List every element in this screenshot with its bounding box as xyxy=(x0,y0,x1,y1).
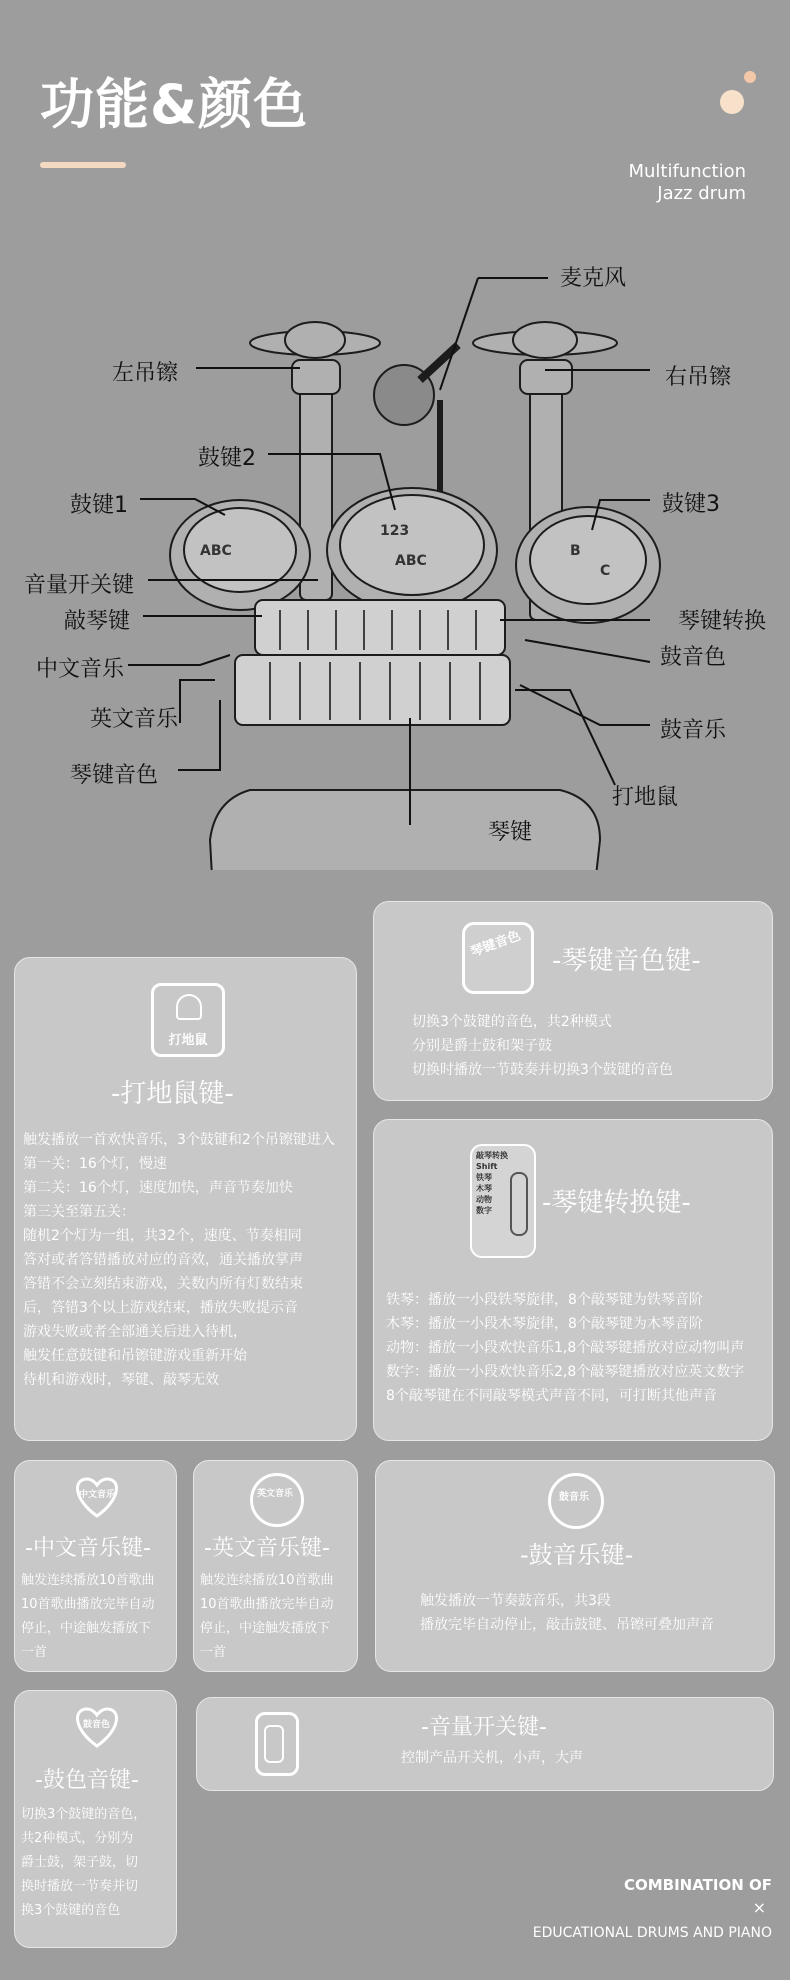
key-tone-title: -琴键音色键- xyxy=(552,946,701,976)
key-switch-desc: 铁琴：播放一小段铁琴旋律，8个敲琴键为铁琴音阶 木琴：播放一小段木琴旋律，8个敲琴键为木琴音阶 动物：播放一小段欢快音乐1,8个敲琴键播放对应动物叫声 数字：播放一小段欢快音乐2,8个敲琴键播放对应英文数字 8个敲琴键在不同敲琴模式声音不同，可打断其他声音 xyxy=(386,1292,745,1404)
card-key-switch xyxy=(373,1119,773,1441)
label-drum-key-2: 鼓键2 xyxy=(198,446,256,471)
key-switch-title: -琴键转换键- xyxy=(542,1188,691,1218)
label-drum-key-1: 鼓键1 xyxy=(70,493,128,518)
title-underline xyxy=(40,162,126,168)
label-drum-tone: 鼓音色 xyxy=(660,645,727,670)
label-key-tone: 琴键音色 xyxy=(70,763,159,788)
drum-music-desc: 触发播放一节奏鼓音乐，共3段 播放完毕自动停止，敲击鼓键、吊镲可叠加声音 xyxy=(420,1593,714,1633)
label-drum-key-3: 鼓键3 xyxy=(662,492,720,517)
label-english-music: 英文音乐 xyxy=(90,707,179,732)
volume-title: -音量开关键- xyxy=(421,1715,547,1740)
key-tone-desc: 切换3个鼓键的音色，共2种模式 分别是爵士鼓和架子鼓 切换时播放一节鼓奏并切换3个鼓键的音色 xyxy=(412,1014,673,1078)
label-microphone: 麦克风 xyxy=(560,266,627,291)
base-tray xyxy=(210,790,600,870)
right-cymbal-dome xyxy=(513,322,577,358)
percussion-key-row xyxy=(255,600,505,655)
label-keyboard-key: 敲琴键 xyxy=(64,609,131,634)
drum-music-title: -鼓音乐键- xyxy=(520,1541,634,1569)
decor-dot-small xyxy=(744,71,756,83)
subtitle xyxy=(628,161,746,205)
card-chinese-music xyxy=(14,1460,177,1672)
left-cymbal-dome xyxy=(285,322,345,358)
drum-center-letters-2: ABC xyxy=(395,553,427,569)
card-key-tone xyxy=(373,901,773,1101)
key-switch-icon: 敲琴转换 Shift 铁琴 木琴 动物 数字 xyxy=(470,1144,536,1258)
chinese-music-desc: 触发连续播放10首歌曲 10首歌曲播放完毕自动 停止，中途触发播放下 一首 xyxy=(21,1573,155,1660)
whack-a-mole-desc: 触发播放一首欢快音乐，3个鼓键和2个吊镲键进入 第一关：16个灯，慢速 第二关：16个灯，速度加快，声音节奏加快 第三关至第五关： 随机2个灯为一组，共32个，速度、节奏相同 答对或者答错播放对应的音效，通关播放掌声 答错不会立刻结束游戏，关数内所有灯数结束 后，答错3个以上游戏结束，播放失败提示音 游戏失败或者全部通关后进入待机， 触发任意鼓键和吊镲键游戏重新开始 待机和游戏时，琴键、敲琴无效 xyxy=(23,1132,335,1388)
drum-music-icon: 鼓音乐 xyxy=(548,1473,604,1529)
decor-dot-large xyxy=(720,90,744,114)
english-music-title: -英文音乐键- xyxy=(204,1536,330,1561)
footer-line-2: × xyxy=(752,1898,766,1917)
label-piano-keys: 琴键 xyxy=(488,820,533,845)
english-music-icon: 英文音乐 xyxy=(250,1473,304,1527)
card-whack-a-mole xyxy=(14,957,357,1441)
piano-key-row xyxy=(235,655,510,725)
volume-switch-icon xyxy=(255,1712,299,1776)
heart-music-icon: 中文音乐 xyxy=(71,1473,123,1519)
english-music-desc: 触发连续播放10首歌曲 10首歌曲播放完毕自动 停止，中途触发播放下 一首 xyxy=(200,1573,334,1660)
drum-left-letters: ABC xyxy=(200,543,232,559)
drum-right-letters-2: C xyxy=(600,563,611,579)
key-tone-icon: 琴键音色 xyxy=(462,922,534,994)
card-drum-music xyxy=(375,1460,775,1672)
card-drum-tone xyxy=(14,1690,177,1948)
whack-a-mole-title: -打地鼠键- xyxy=(111,1079,234,1109)
card-english-music xyxy=(193,1460,358,1672)
drum-center-letters-1: 123 xyxy=(380,523,410,539)
label-drum-music: 鼓音乐 xyxy=(660,718,727,743)
heart-drum-icon: 鼓音色 xyxy=(71,1703,123,1749)
footer-line-3: EDUCATIONAL DRUMS AND PIANO xyxy=(532,1925,772,1941)
subtitle-line-1: Multifunction xyxy=(628,161,746,182)
subtitle-line-2: Jazz drum xyxy=(657,183,746,204)
volume-desc: 控制产品开关机，小声，大声 xyxy=(401,1750,583,1766)
label-left-cymbal: 左吊镲 xyxy=(112,361,179,386)
label-whack-a-mole: 打地鼠 xyxy=(612,785,679,810)
chinese-music-title: -中文音乐键- xyxy=(25,1536,151,1561)
drum-right-letters-1: B xyxy=(570,543,581,559)
label-chinese-music: 中文音乐 xyxy=(36,657,125,682)
label-key-switch: 琴键转换 xyxy=(678,609,767,634)
footer-line-1: COMBINATION OF xyxy=(623,1876,772,1894)
drum-tone-title: -鼓色音键- xyxy=(35,1768,139,1793)
label-volume-switch: 音量开关键 xyxy=(24,573,135,598)
drum-tone-desc: 切换3个鼓键的音色， 共2种模式，分别为 爵士鼓，架子鼓，切 换时播放一节奏并切 换3个鼓键的音色 xyxy=(21,1807,147,1918)
page-title: 功能&颜色 xyxy=(40,73,309,136)
whack-a-mole-icon: 打地鼠 xyxy=(151,983,225,1057)
label-right-cymbal: 右吊镲 xyxy=(665,365,732,390)
card-volume xyxy=(196,1697,774,1791)
